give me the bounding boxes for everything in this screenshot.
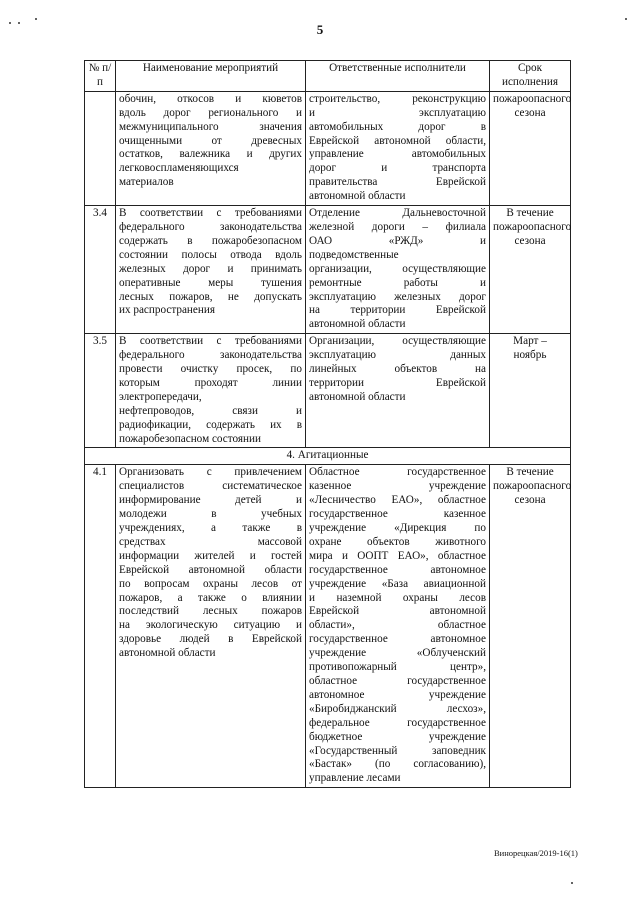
- cell-responsible: [306, 334, 490, 448]
- cell-line: последствий лесных пожаров: [119, 605, 302, 618]
- cell-term: [490, 206, 571, 334]
- cell-line: информации жителей и гостей: [119, 549, 302, 562]
- cell-line: автомобильных дорог в: [309, 120, 486, 133]
- cell-name: [116, 206, 306, 334]
- cell-line: автономное учреждение: [309, 688, 486, 701]
- cell-name: [116, 334, 306, 448]
- cell-line: пожароопасного: [493, 220, 572, 233]
- header-responsible: Ответственные исполнители: [306, 61, 490, 92]
- cell-line: Отделение Дальневосточной: [309, 207, 486, 220]
- cell-line: управление лесами: [309, 772, 401, 785]
- cell-line: строительство, реконструкцию: [309, 92, 486, 105]
- cell-line: Организовать с привлечением: [119, 466, 302, 479]
- cell-line: В течение: [506, 466, 554, 479]
- cell-line: федеральное государственное: [309, 716, 486, 729]
- cell-line: сезона: [514, 234, 546, 247]
- cell-line: Еврейской автономной области,: [309, 134, 486, 147]
- cell-line: «Биробиджанский лесхоз»,: [309, 702, 486, 715]
- page-number: 5: [316, 22, 324, 37]
- cell-responsible: [306, 206, 490, 334]
- cell-line: по вопросам охраны лесов от: [119, 577, 302, 590]
- cell-line: здоровье людей в Еврейской: [119, 633, 302, 646]
- cell-num: 4.1: [85, 465, 116, 788]
- table-row-4-1: [85, 465, 571, 788]
- cell-line: государственное автономное: [309, 563, 486, 576]
- cell-line: и эксплуатацию: [309, 106, 486, 119]
- cell-num: [85, 91, 116, 205]
- cell-term: [490, 334, 571, 448]
- cell-line: содержать в пожаробезопасном: [119, 234, 302, 247]
- cell-line: пожароопасного: [493, 92, 572, 105]
- document-code: Винорецкая/2019-16(1): [494, 848, 578, 858]
- cell-line: на экологическую ситуацию и: [119, 619, 302, 632]
- cell-line: казенное учреждение: [309, 480, 486, 493]
- cell-line: на территории Еврейской: [309, 304, 486, 317]
- cell-line: автономной области: [309, 390, 406, 403]
- cell-line: ноябрь: [513, 349, 547, 362]
- measures-table: [84, 60, 571, 788]
- cell-line: федерального законодательства: [119, 349, 302, 362]
- cell-line: материалов: [119, 176, 174, 189]
- cell-line: Еврейской автономной: [309, 605, 486, 618]
- cell-num: 3.4: [85, 206, 116, 334]
- cell-responsible: [306, 91, 490, 205]
- cell-line: легковоспламеняющихся: [119, 162, 239, 175]
- cell-term: [490, 91, 571, 205]
- cell-line: эксплуатацию железных дорог: [309, 290, 486, 303]
- cell-line: средствах массовой: [119, 535, 302, 548]
- cell-line: правительства Еврейской: [309, 176, 486, 189]
- cell-line: «Государственный заповедник: [309, 744, 486, 757]
- cell-line: провести очистку просек, по: [119, 363, 302, 376]
- cell-line: учреждениях, а также в: [119, 522, 302, 534]
- cell-line: автономной области: [119, 647, 216, 660]
- header-num: № п/п: [85, 61, 116, 92]
- scan-artifact-dot: [35, 18, 37, 20]
- cell-line: остатков, валежника и других: [119, 148, 302, 161]
- cell-responsible: [306, 465, 490, 788]
- cell-line: их распространения: [119, 304, 215, 317]
- cell-line: лесных пожаров, не допускать: [119, 290, 302, 303]
- cell-line: обочин, откосов и кюветов: [119, 92, 302, 105]
- cell-line: информирование детей и: [119, 494, 302, 507]
- section-row: [85, 448, 571, 465]
- cell-line: охране объектов животного: [309, 535, 486, 548]
- cell-line: очищенными от древесных: [119, 134, 302, 147]
- cell-line: пожаробезопасном состоянии: [119, 432, 261, 445]
- cell-line: пожаров, а также о влиянии: [119, 591, 302, 604]
- cell-term: [490, 465, 571, 788]
- cell-line: Организации, осуществляющие: [309, 335, 486, 348]
- scan-artifact-dot: [625, 18, 627, 20]
- table-row-3-4: [85, 206, 571, 334]
- cell-line: дорог и транспорта: [309, 162, 486, 175]
- cell-line: В течение: [506, 207, 554, 220]
- scan-artifact-dot: [571, 882, 573, 884]
- cell-line: автономной области: [309, 190, 406, 203]
- cell-line: «Бастак» (по согласованию),: [309, 758, 486, 771]
- cell-line: учреждение «Дирекция по: [309, 522, 486, 534]
- cell-line: мира и ООПТ ЕАО», областное: [309, 549, 486, 562]
- cell-line: В соответствии с требованиями: [119, 207, 302, 220]
- cell-line: молодежи в учебных: [119, 508, 302, 521]
- cell-line: Март –: [513, 335, 547, 348]
- cell-line: «Лесничество ЕАО», областное: [309, 494, 486, 507]
- cell-line: организации, осуществляющие: [309, 262, 486, 275]
- cell-line: Еврейской автономной области: [119, 563, 302, 576]
- cell-line: территории Еврейской: [309, 376, 486, 389]
- header-name: Наименование мероприятий: [116, 61, 306, 92]
- cell-num: 3.5: [85, 334, 116, 448]
- cell-name: [116, 465, 306, 788]
- table-row-continuation: [85, 91, 571, 205]
- cell-line: управление автомобильных: [309, 148, 486, 161]
- cell-line: подведомственные: [309, 248, 399, 261]
- cell-line: областное государственное: [309, 674, 486, 687]
- cell-line: противопожарный центр»,: [309, 661, 486, 674]
- cell-line: сезона: [514, 106, 546, 119]
- cell-line: ОАО «РЖД» и: [309, 234, 486, 247]
- cell-line: учреждение «Облученский: [309, 647, 486, 660]
- cell-line: ремонтные работы и: [309, 276, 486, 289]
- header-term: Срок исполнения: [490, 61, 571, 92]
- cell-line: железных дорог и принимать: [119, 262, 302, 275]
- section-title: 4. Агитационные: [85, 448, 571, 465]
- cell-line: Областное государственное: [309, 466, 486, 479]
- cell-line: бюджетное учреждение: [309, 730, 486, 743]
- cell-line: межмуниципального значения: [119, 120, 302, 133]
- cell-line: области», областное: [309, 619, 486, 632]
- cell-line: нефтепроводов, связи и: [119, 404, 302, 417]
- cell-line: государственное казенное: [309, 508, 486, 521]
- cell-name: [116, 91, 306, 205]
- cell-line: пожароопасного: [493, 480, 572, 493]
- cell-line: В соответствии с требованиями: [119, 335, 302, 348]
- cell-line: эксплуатацию данных: [309, 349, 486, 362]
- table-header-row: [85, 61, 571, 92]
- cell-line: электропередачи,: [119, 390, 202, 403]
- cell-line: автономной области: [309, 318, 406, 331]
- cell-line: вдоль дорог регионального и: [119, 106, 302, 119]
- cell-line: линейных объектов на: [309, 363, 486, 376]
- cell-line: сезона: [514, 494, 546, 507]
- cell-line: которым проходят линии: [119, 376, 302, 389]
- cell-line: федерального законодательства: [119, 220, 302, 233]
- table-row-3-5: [85, 334, 571, 448]
- cell-line: и наземной охраны лесов: [309, 591, 486, 604]
- cell-line: учреждение «База авиационной: [309, 577, 486, 590]
- cell-line: радиофикации, содержать их в: [119, 418, 302, 431]
- cell-line: специалистов систематическое: [119, 480, 302, 493]
- cell-line: оперативные меры тушения: [119, 276, 302, 289]
- cell-line: железной дороги – филиала: [309, 220, 486, 233]
- cell-line: состоянии полосы отвода вдоль: [119, 248, 302, 261]
- cell-line: государственное автономное: [309, 633, 486, 646]
